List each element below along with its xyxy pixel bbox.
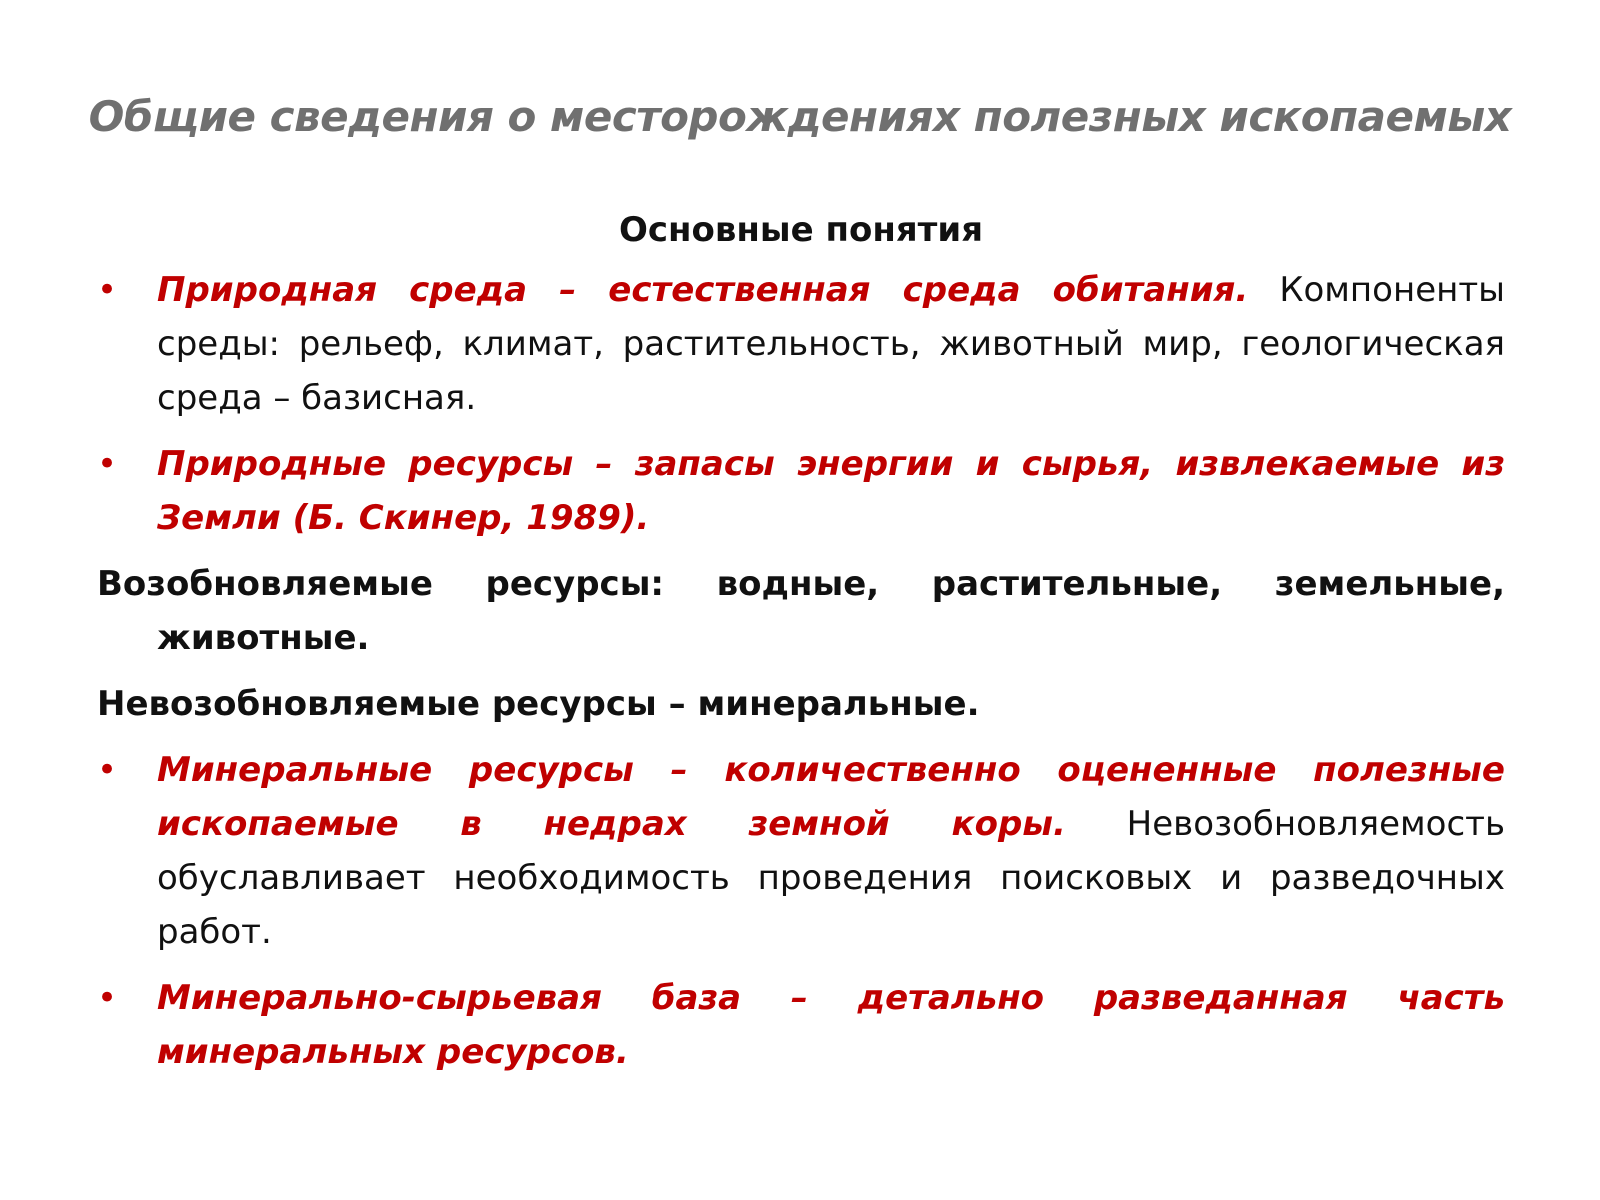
description-natural-environment: Компоненты среды: рельеф, климат, растительность, животный мир, геологическая среда – базисная. — [157, 270, 1505, 418]
bullet-icon: • — [97, 750, 118, 790]
bullet-icon: • — [97, 978, 118, 1018]
term-mineral-base: Минерально-сырьевая база – детально разведанная часть минеральных ресурсов. — [157, 978, 1505, 1072]
slide-title: Общие сведения о месторождениях полезных ископаемых — [88, 92, 1512, 141]
paragraph-renewable-resources: Возобновляемые ресурсы: водные, растительные, земельные, животные. — [97, 564, 1505, 658]
slide-content — [97, 205, 1505, 1091]
section-subtitle: Основные понятия — [618, 210, 984, 250]
bullet-item-mineral-base — [97, 971, 1505, 1079]
term-natural-resources: Природные ресурсы – запасы энергии и сырья, извлекаемые из Земли (Б. Скинер, 1989). — [157, 444, 1505, 538]
bullet-item-natural-environment — [97, 263, 1505, 425]
term-natural-environment: Природная среда – естественная среда обитания. — [157, 270, 1249, 310]
term-mineral-resources: Минеральные ресурсы – количественно оцененные полезные ископаемые в недрах земной коры. — [157, 750, 1505, 844]
bullet-icon: • — [97, 270, 118, 310]
description-mineral-resources: Невозобновляемость обуславливает необходимость проведения поисковых и разведочных работ. — [157, 804, 1506, 952]
bullet-item-natural-resources — [97, 437, 1505, 545]
bullet-item-mineral-resources — [97, 743, 1505, 959]
paragraph-nonrenewable-resources: Невозобновляемые ресурсы – минеральные. — [97, 684, 980, 724]
bullet-icon: • — [97, 444, 118, 484]
